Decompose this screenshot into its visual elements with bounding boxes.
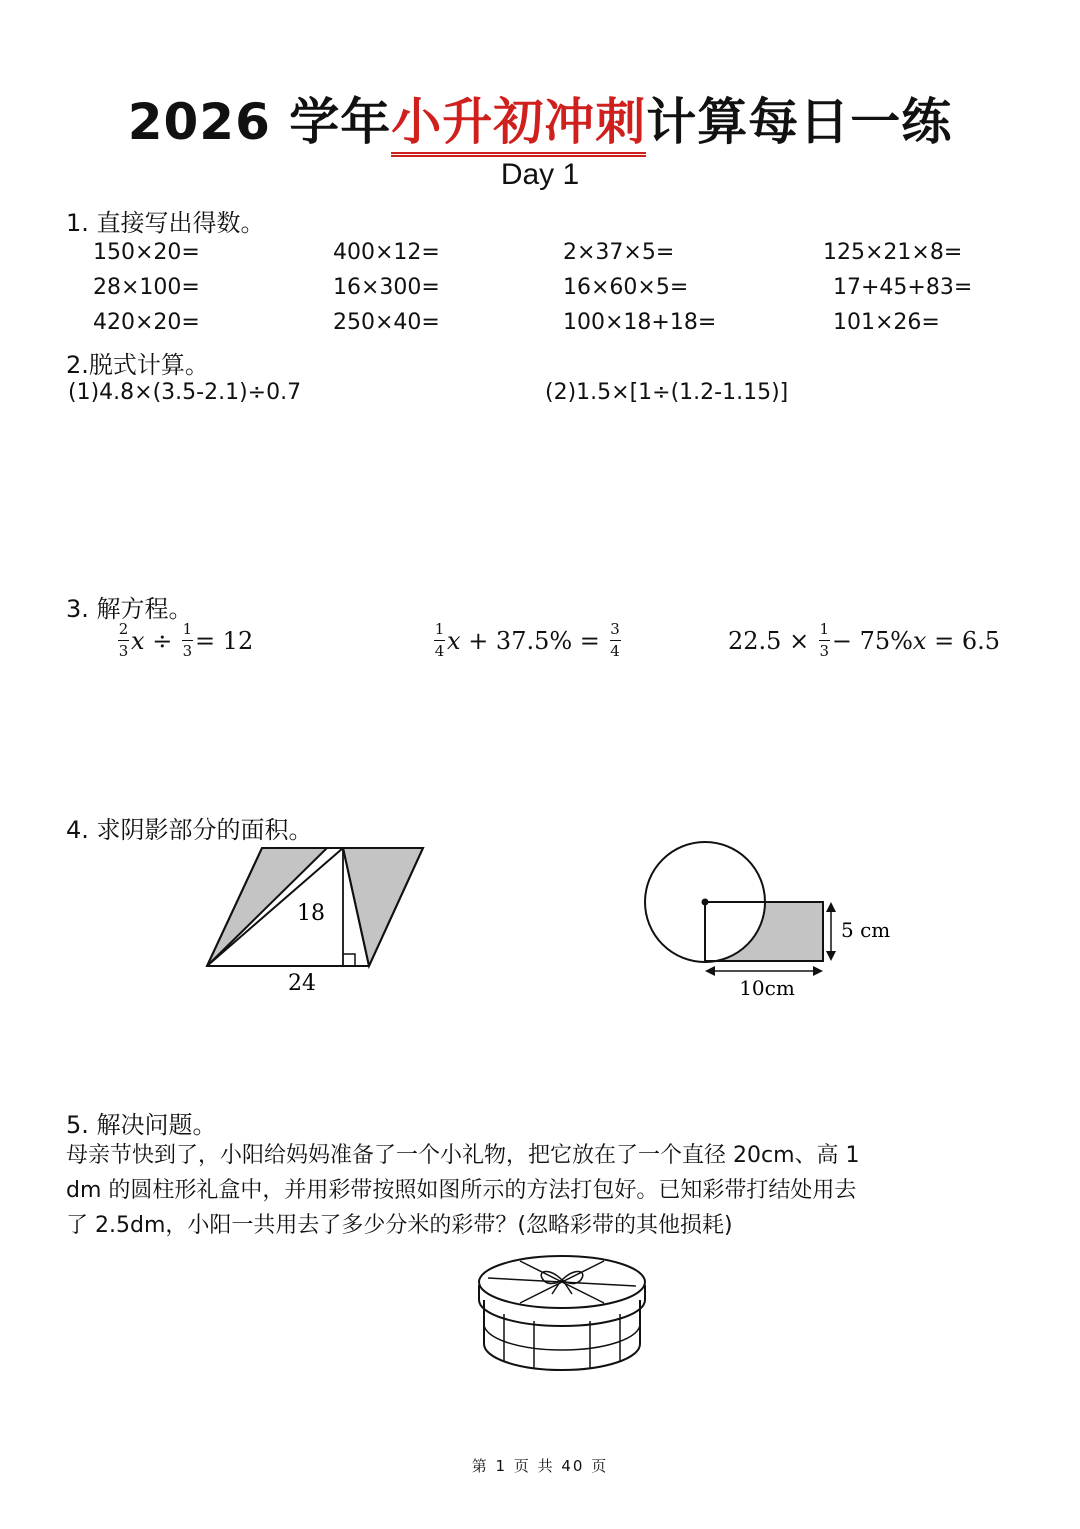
q5-text xyxy=(66,1138,1026,1243)
fraction: $\frac{3}{4}$ xyxy=(610,620,620,660)
q5-line: dm 的圆柱形礼盒中，并用彩带按照如图所示的方法打包好。已知彩带打结处用去 xyxy=(66,1178,857,1203)
arrow-head-up xyxy=(826,902,836,912)
page-footer: 第 1 页 共 40 页 xyxy=(471,1457,609,1475)
q1-item: 250×40= xyxy=(333,310,440,335)
right-angle-mark xyxy=(343,954,355,966)
arrow-head-left xyxy=(705,966,715,976)
center-point xyxy=(702,899,709,906)
circle-rectangle-figure xyxy=(635,835,905,1010)
fraction: $\frac{1}{3}$ xyxy=(182,620,193,660)
page-title xyxy=(0,82,1080,154)
q5-line: 母亲节快到了，小阳给妈妈准备了一个小礼物，把它放在了一个直径 20cm、高 1 xyxy=(66,1143,860,1168)
fraction: $\frac{1}{4}$ xyxy=(434,620,445,660)
q1-item: 2×37×5= xyxy=(563,240,675,265)
q3-equation-3: 22.5 × $\frac{1}{3}$ − 75% x = 6.5 xyxy=(728,620,1001,660)
q1-item: 28×100= xyxy=(93,275,200,300)
title-highlight: 小升初冲刺 xyxy=(391,93,647,151)
q1-item: 16×300= xyxy=(333,275,440,300)
fraction: $\frac{1}{3}$ xyxy=(819,620,830,660)
q1-item: 101×26= xyxy=(833,310,940,335)
q1-item: 100×18+18= xyxy=(563,310,717,335)
q2-problem-1: (1)4.8×(3.5-2.1)÷0.7 xyxy=(68,380,302,405)
width-label: 10cm xyxy=(739,976,795,1000)
day-label: Day 1 xyxy=(500,158,580,191)
q1-item: 420×20= xyxy=(93,310,200,335)
q5-title: 5. 解决问题。 xyxy=(66,1111,217,1139)
title-suffix: 计算每日一练 xyxy=(646,93,953,151)
q1-item: 16×60×5= xyxy=(563,275,689,300)
q3-equation-2: $\frac{1}{4}$ x + 37.5% = $\frac{3}{4}$ xyxy=(434,620,620,660)
q1-item: 17+45+83= xyxy=(833,275,973,300)
gift-box-figure xyxy=(470,1240,655,1380)
title-prefix: 2026 学年 xyxy=(127,93,392,151)
lid-rim xyxy=(484,1324,640,1350)
arrow-head-right xyxy=(813,966,823,976)
arrow-head-down xyxy=(826,951,836,961)
q3-title: 3. 解方程。 xyxy=(66,595,193,623)
q3-equation-1: $\frac{2}{3}$ x ÷ $\frac{1}{3}$ = 12 xyxy=(118,620,254,660)
q2-problem-2: (2)1.5×[1÷(1.2-1.15)] xyxy=(545,380,789,405)
q1-item: 400×12= xyxy=(333,240,440,265)
side-label: 5 cm xyxy=(841,918,891,942)
q1-title: 1. 直接写出得数。 xyxy=(66,209,265,237)
parallelogram-figure xyxy=(195,840,435,1000)
base-label: 24 xyxy=(288,971,316,996)
q5-line: 了 2.5dm，小阳一共用去了多少分米的彩带？(忽略彩带的其他损耗) xyxy=(66,1213,733,1238)
height-label: 18 xyxy=(297,901,325,926)
q2-title: 2.脱式计算。 xyxy=(66,351,209,379)
box-body-outline xyxy=(484,1300,640,1370)
fraction: $\frac{2}{3}$ xyxy=(118,620,129,660)
q4-title: 4. 求阴影部分的面积。 xyxy=(66,816,313,844)
q1-item: 125×21×8= xyxy=(823,240,963,265)
q1-item: 150×20= xyxy=(93,240,200,265)
